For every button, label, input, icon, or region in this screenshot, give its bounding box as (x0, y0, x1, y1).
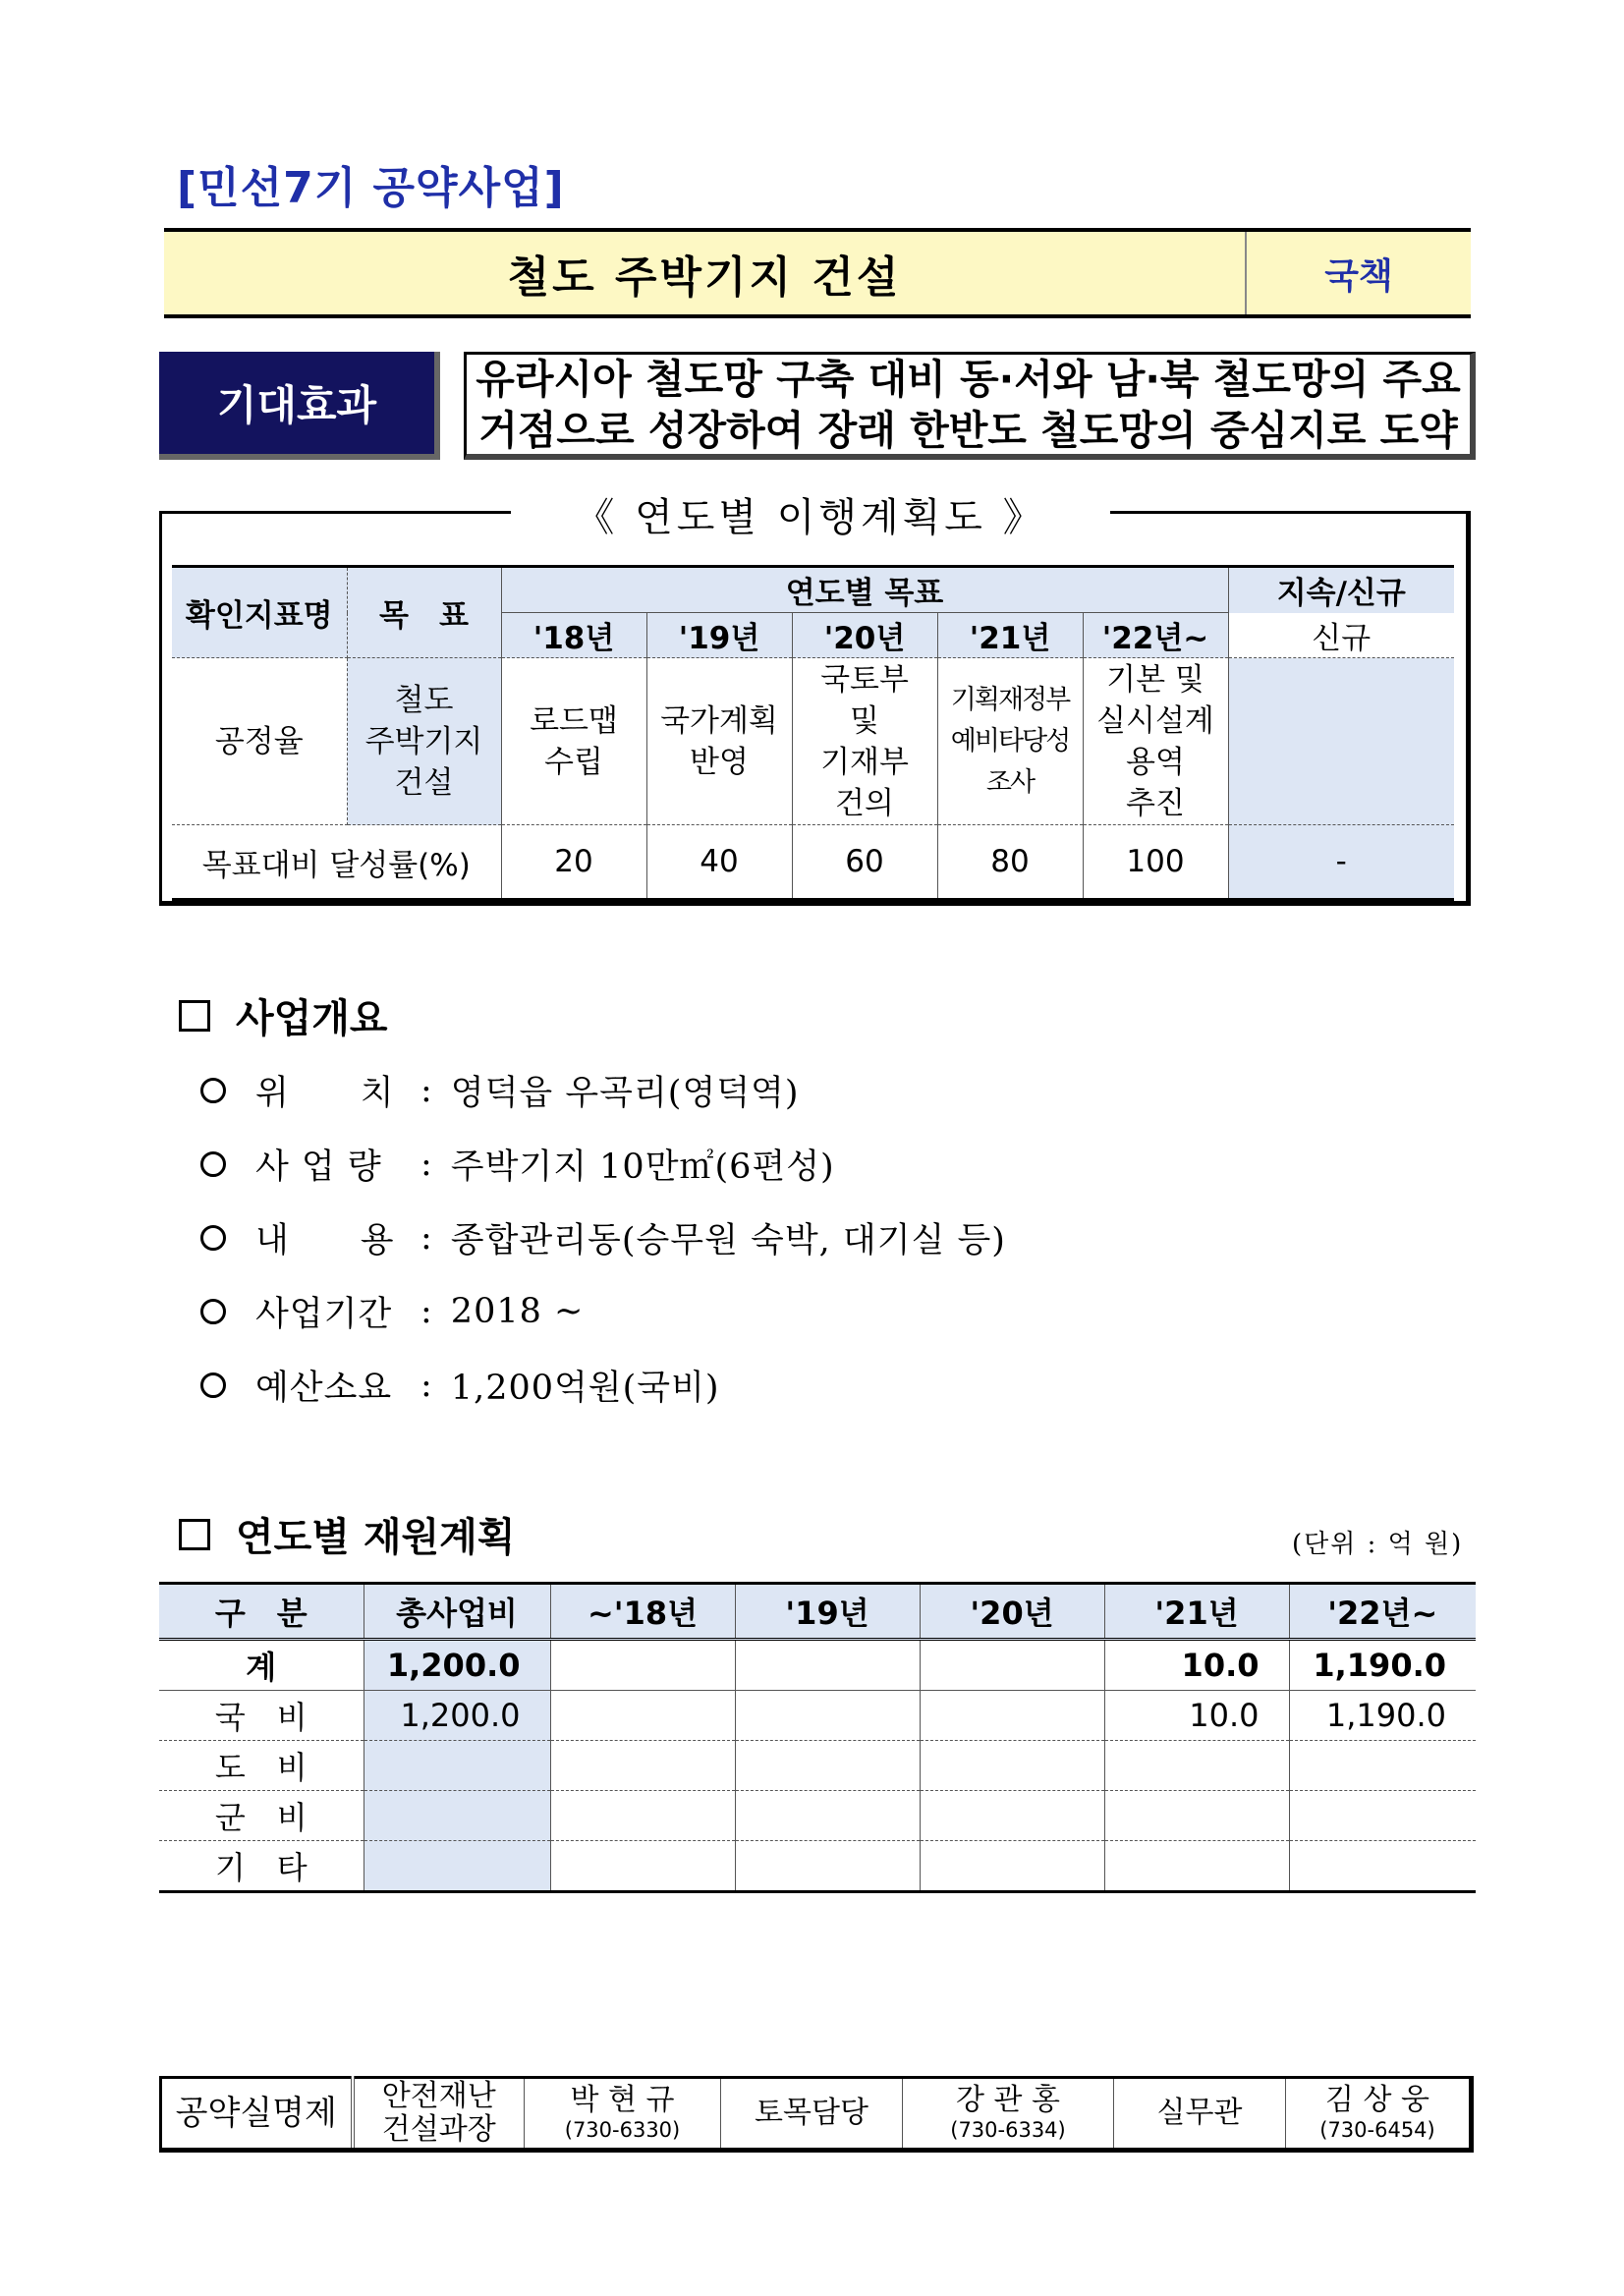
footer-team-label: 토목담당 (721, 2078, 903, 2151)
expected-effect-label: 기대효과 (159, 352, 440, 460)
goal-line: 건설 (394, 764, 454, 801)
circle-bullet-icon (200, 1078, 226, 1103)
staff-phone: (730-6454) (1319, 2118, 1435, 2142)
fin-cell-total (364, 1841, 550, 1892)
fin-cell (1104, 1791, 1289, 1841)
cell-line: 기본 및 (1106, 661, 1204, 698)
cell-line: 조사 (985, 766, 1035, 798)
cell-line: 예비타당성 (950, 725, 1070, 756)
plan-title: 《 연도별 이행계획도 》 (511, 486, 1110, 542)
header-year-20: '20년 (792, 613, 937, 658)
table-row (159, 1841, 1476, 1892)
footer-staff-label: 실무관 (1114, 2078, 1286, 2151)
fin-cell: 10.0 (1104, 1640, 1289, 1691)
row-y22 (1083, 658, 1228, 825)
overview-key: 내 용 (255, 1221, 395, 1260)
fin-cell: 10.0 (1104, 1691, 1289, 1741)
cell-line: 실시설계 (1096, 702, 1214, 739)
overview-value: 1,200억원(국비) (450, 1369, 720, 1408)
manager-phone: (730-6330) (564, 2118, 681, 2142)
achievement-18: 20 (501, 825, 646, 900)
header-goal: 목 표 (347, 567, 501, 658)
achievement-21: 80 (937, 825, 1083, 900)
fin-cell (1289, 1741, 1476, 1791)
overview-item: 사 업 량 : 주박기지 10만㎡(6편성) (196, 1140, 835, 1189)
dept-line: 건설과장 (381, 2112, 496, 2147)
staff-name: 김 상 웅 (1324, 2083, 1429, 2117)
effect-line-2: 거점으로 성장하여 장래 한반도 철도망의 중심지로 도약 (478, 406, 1458, 454)
fin-cell (1289, 1841, 1476, 1892)
cell-line: 반영 (690, 744, 749, 780)
footer-manager (525, 2078, 721, 2151)
overview-item: 예산소요 : 1,200억원(국비) (196, 1361, 720, 1410)
header-year-18: '18년 (501, 613, 646, 658)
footer-staff (1286, 2078, 1472, 2151)
overview-key: 사 업 량 (255, 1148, 382, 1187)
status-value: 신규 (1228, 613, 1454, 658)
fin-cell (735, 1841, 920, 1892)
fin-col-y21: '21년 (1104, 1584, 1289, 1640)
cell-line: 건의 (835, 785, 894, 821)
fin-cell (550, 1791, 735, 1841)
manager-name: 박 현 규 (570, 2083, 675, 2117)
header-year-21: '21년 (937, 613, 1083, 658)
circle-bullet-icon (200, 1151, 226, 1177)
achievement-label: 목표대비 달성률(%) (172, 825, 501, 900)
fin-cell (920, 1640, 1104, 1691)
fin-cell (920, 1691, 1104, 1741)
overview-heading (179, 987, 388, 1043)
fin-cell (550, 1841, 735, 1892)
project-title: 철도 주박기지 건설 (507, 252, 902, 303)
achievement-status: - (1228, 825, 1454, 900)
table-row (159, 1640, 1476, 1691)
fin-cell (550, 1691, 735, 1741)
header-year-22: '22년~ (1083, 613, 1228, 658)
overview-item: 사업기간 : 2018 ~ (196, 1287, 584, 1336)
fin-cell-total (364, 1741, 550, 1791)
fin-cell (920, 1791, 1104, 1841)
finance-heading (179, 1506, 515, 1562)
overview-heading-text: 사업개요 (236, 996, 388, 1041)
fin-cell-total: 1,200.0 (364, 1640, 550, 1691)
fin-cell (920, 1841, 1104, 1892)
row-y21 (937, 658, 1083, 825)
document-header-label: [민선7기 공약사업] (177, 163, 565, 213)
header-indicator: 확인지표명 (172, 567, 347, 658)
footer-team (903, 2078, 1114, 2151)
footer-label: 공약실명제 (161, 2078, 353, 2151)
fin-row-label: 계 (159, 1640, 364, 1691)
cell-line: 기재부 (820, 744, 909, 780)
header-status: 지속/신규 (1228, 567, 1454, 613)
fin-cell: 1,190.0 (1313, 1647, 1446, 1684)
square-bullet-icon (179, 1000, 210, 1032)
cell-line: 국가계획 (660, 702, 778, 739)
expected-effect-text (464, 352, 1476, 460)
fin-cell (735, 1791, 920, 1841)
fin-col-y19: '19년 (735, 1584, 920, 1640)
fin-col-y20: '20년 (920, 1584, 1104, 1640)
cell-line: 추진 (1126, 785, 1185, 821)
circle-bullet-icon (200, 1299, 226, 1324)
overview-value: 영덕읍 우곡리(영덕역) (450, 1074, 800, 1113)
cell-line: 수립 (544, 744, 603, 780)
overview-key: 예산소요 (255, 1369, 393, 1408)
overview-key: 사업기간 (255, 1295, 393, 1334)
circle-bullet-icon (200, 1225, 226, 1251)
goal-line: 철도 (394, 682, 454, 718)
team-name: 강 관 홍 (955, 2083, 1060, 2117)
fin-cell (550, 1741, 735, 1791)
goal-line: 주박기지 (364, 723, 483, 759)
achievement-20: 60 (792, 825, 937, 900)
row-y18 (501, 658, 646, 825)
finance-heading-text: 연도별 재원계획 (236, 1515, 516, 1560)
table-row (159, 1741, 1476, 1791)
overview-value: 2018 ~ (450, 1292, 585, 1331)
overview-item: 위 치 : 영덕읍 우곡리(영덕역) (196, 1066, 800, 1115)
finance-unit: (단위 : 억 원) (1292, 1530, 1464, 1559)
fin-row-label: 기 타 (159, 1841, 364, 1892)
fin-cell (1104, 1841, 1289, 1892)
header-year-19: '19년 (646, 613, 792, 658)
fin-cell (1289, 1791, 1476, 1841)
team-phone: (730-6334) (950, 2118, 1066, 2142)
row-y19 (646, 658, 792, 825)
cell-line: 국토부 (820, 661, 909, 698)
cell-line: 기획재정부 (950, 684, 1070, 715)
accountability-table (159, 2076, 1474, 2153)
fin-cell (735, 1691, 920, 1741)
project-category: 국책 (1245, 232, 1471, 314)
row-indicator: 공정율 (172, 658, 347, 825)
cell-line: 용역 (1126, 744, 1185, 780)
finance-table (159, 1582, 1476, 1893)
fin-row-label: 군 비 (159, 1791, 364, 1841)
achievement-22: 100 (1083, 825, 1228, 900)
fin-cell-total: 1,200.0 (364, 1691, 550, 1741)
overview-item: 내 용 : 종합관리동(승무원 숙박, 대기실 등) (196, 1213, 1006, 1262)
fin-cell (1104, 1741, 1289, 1791)
footer-department (353, 2078, 525, 2151)
fin-col-y22: '22년~ (1289, 1584, 1476, 1640)
fin-col-y18: ~'18년 (550, 1584, 735, 1640)
row-goal (347, 658, 501, 825)
table-row (159, 1691, 1476, 1741)
overview-value: 종합관리동(승무원 숙박, 대기실 등) (450, 1221, 1006, 1260)
row-y20 (792, 658, 937, 825)
project-title-box (164, 228, 1471, 318)
fin-cell (550, 1640, 735, 1691)
square-bullet-icon (179, 1519, 210, 1550)
overview-value: 주박기지 10만㎡(6편성) (450, 1148, 835, 1187)
fin-cell: 1,190.0 (1325, 1697, 1446, 1734)
fin-col-total: 총사업비 (364, 1584, 550, 1640)
plan-table (172, 565, 1454, 901)
circle-bullet-icon (200, 1372, 226, 1398)
cell-line: 및 (850, 702, 879, 739)
fin-col-category: 구 분 (159, 1584, 364, 1640)
fin-cell (735, 1640, 920, 1691)
fin-row-label: 도 비 (159, 1741, 364, 1791)
header-yearly: 연도별 목표 (501, 567, 1228, 613)
fin-row-label: 국 비 (159, 1691, 364, 1741)
fin-cell-total (364, 1791, 550, 1841)
fin-cell (735, 1741, 920, 1791)
effect-line-1: 유라시아 철도망 구축 대비 동·서와 남·북 철도망의 주요 (476, 355, 1461, 403)
cell-line: 로드맵 (530, 702, 618, 739)
row-status (1228, 658, 1454, 825)
dept-line: 안전재난 (381, 2079, 496, 2113)
fin-cell (920, 1741, 1104, 1791)
achievement-19: 40 (646, 825, 792, 900)
table-row (159, 1791, 1476, 1841)
overview-key: 위 치 (255, 1074, 395, 1113)
